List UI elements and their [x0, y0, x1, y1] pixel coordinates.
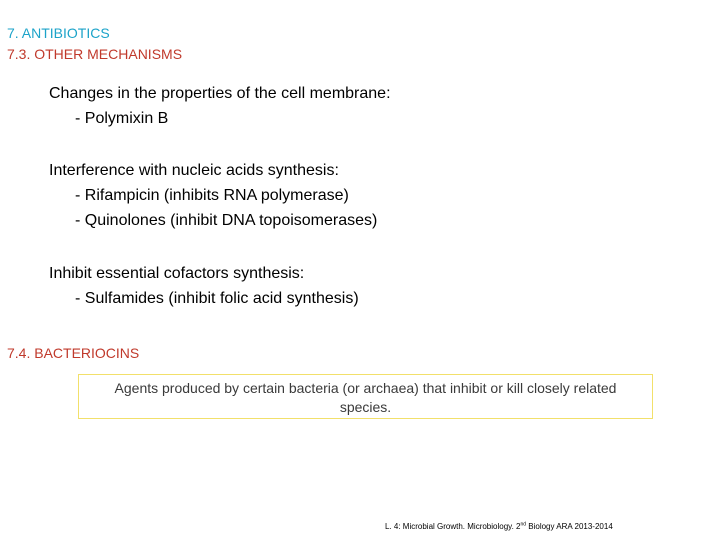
footer-superscript: nd — [520, 521, 527, 528]
bacteriocins-title: 7.4. BACTERIOCINS — [7, 345, 140, 361]
footer-text-start: L. 4: Microbial Growth. Microbiology. 2 — [385, 522, 521, 531]
footer-citation — [385, 522, 613, 532]
mechanism-item-rifampicin: - Rifampicin (inhibits RNA polymerase) — [75, 187, 349, 204]
bacteriocins-definition-text: Agents produced by certain bacteria (or archaea) that inhibit or kill closely related species. — [114, 380, 617, 415]
chapter-title: 7. ANTIBIOTICS — [7, 25, 110, 41]
mechanism-heading-membrane: Changes in the properties of the cell membrane: — [49, 85, 391, 102]
mechanism-heading-nucleic-acids: Interference with nucleic acids synthesis: — [49, 162, 339, 179]
mechanism-item-polymixin: - Polymixin B — [75, 110, 169, 127]
mechanism-heading-cofactors: Inhibit essential cofactors synthesis: — [49, 265, 305, 282]
section-title: 7.3. OTHER MECHANISMS — [7, 46, 183, 62]
footer-text-end: Biology ARA 2013-2014 — [526, 522, 613, 531]
mechanism-item-quinolones: - Quinolones (inhibit DNA topoisomerases) — [75, 212, 378, 229]
bacteriocins-definition-box — [78, 374, 653, 419]
mechanism-item-sulfamides: - Sulfamides (inhibit folic acid synthesis) — [75, 290, 359, 307]
